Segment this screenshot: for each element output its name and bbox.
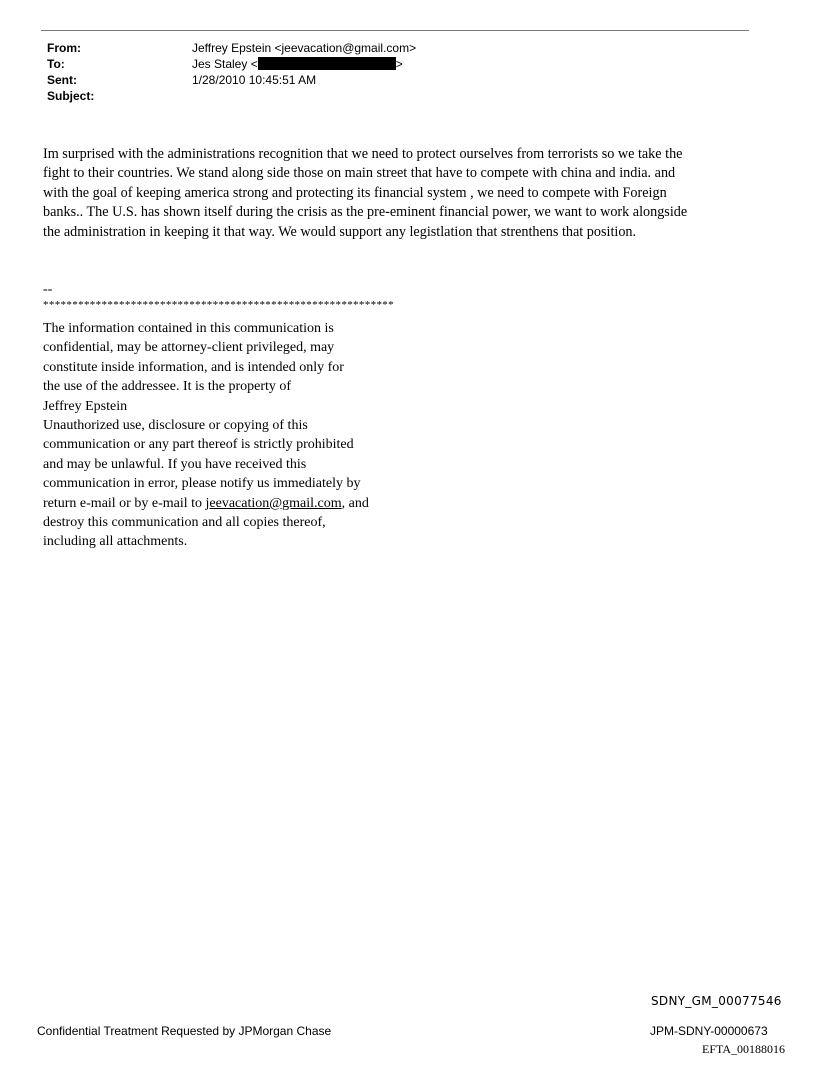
disclaimer-line: Jeffrey Epstein — [43, 398, 128, 414]
from-row — [47, 40, 416, 56]
email-suffix: , and — [341, 495, 369, 511]
bates-efta-number: EFTA_00188016 — [702, 1042, 786, 1056]
disclaimer-line: including all attachments. — [43, 534, 188, 550]
disclaimer-line: and may be unlawful. If you have received this — [43, 456, 307, 472]
disclaimer-line: Unauthorized use, disclosure or copying of this — [43, 418, 308, 434]
sent-value: 1/28/2010 10:45:51 AM — [192, 73, 317, 87]
disclaimer-line: constitute inside information, and is intended only for — [43, 359, 344, 375]
disclaimer-line: communication or any part thereof is strictly prohibited — [43, 437, 354, 453]
from-value: Jeffrey Epstein <jeevacation@gmail.com> — [192, 41, 417, 55]
confidential-treatment-note: Confidential Treatment Requested by JPMorgan Chase — [37, 1024, 332, 1038]
disclaimer-line: the use of the addressee. It is the property of — [43, 379, 292, 395]
body-line: fight to their countries. We stand along side those on main street that have to compete with china and india. and — [43, 165, 676, 182]
disclaimer-line: destroy this communication and all copies thereof, — [43, 515, 326, 531]
body-line: banks.. The U.S. has shown itself during the crisis as the pre-eminent financial power, we want to work alongside — [43, 204, 688, 221]
body-line: with the goal of keeping america strong and protecting its financial system , we need to compete with Foreign — [43, 184, 667, 201]
subject-label: Subject: — [47, 89, 95, 103]
to-close: > — [395, 57, 403, 71]
subject-row — [47, 88, 416, 104]
email-header — [47, 40, 416, 104]
to-name: Jes Staley < — [192, 57, 258, 71]
email-link[interactable]: jeevacation@gmail.com — [205, 495, 342, 511]
body-line: Im surprised with the administrations recognition that we need to protect ourselves from terrorists so we take the — [43, 146, 683, 162]
disclaimer-email-line — [43, 494, 369, 513]
disclaimer-line: communication in error, please notify us immediately by — [43, 476, 361, 492]
to-row — [47, 56, 416, 72]
sent-label: Sent: — [47, 73, 77, 87]
header-divider — [41, 30, 749, 31]
bates-sdny-number: SDNY_GM_00077546 — [651, 994, 782, 1008]
signature-separator: ************************************************************ — [43, 299, 394, 311]
to-value — [192, 56, 403, 72]
to-label: To: — [47, 57, 65, 71]
message-body — [43, 145, 763, 242]
email-prefix: return e-mail or by e-mail to — [43, 495, 206, 511]
bates-jpm-number: JPM-SDNY-00000673 — [650, 1024, 768, 1038]
body-line: the administration in keeping it that way. We would support any legistlation that strenthens that position. — [43, 223, 637, 240]
signature-dashes: -- — [43, 282, 53, 297]
sent-row — [47, 72, 416, 88]
from-label: From: — [47, 41, 81, 55]
disclaimer-line: The information contained in this communication is — [43, 321, 334, 336]
redaction-box — [258, 57, 396, 70]
disclaimer-line: confidential, may be attorney-client privileged, may — [43, 340, 335, 356]
confidentiality-disclaimer — [43, 319, 369, 552]
